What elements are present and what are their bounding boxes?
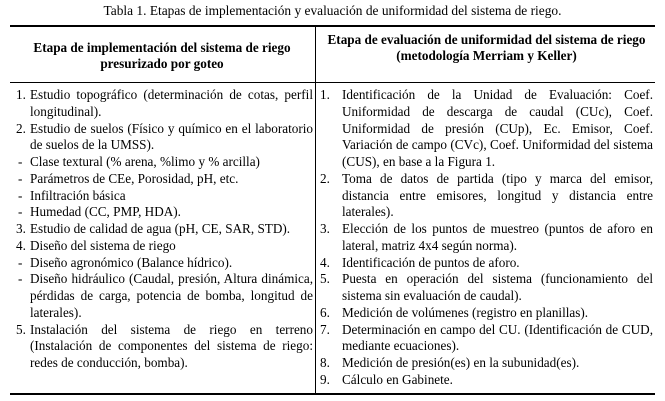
evaluation-column (320, 87, 653, 389)
subitem-text: Parámetros de CEe, Porosidad, pH, etc. (30, 170, 239, 186)
subitem-dash: - (18, 154, 26, 169)
evaluation-item (320, 255, 653, 272)
subitem-dash: - (18, 271, 26, 287)
stages-table (10, 25, 655, 395)
item-text: Determinación en campo del CU. (Identificación de CUD, mediante ecuaciones). (342, 321, 653, 354)
evaluation-item (320, 305, 653, 322)
subitem-text: Infiltración básica (30, 187, 126, 203)
evaluation-item (320, 271, 653, 305)
evaluation-item (320, 171, 653, 221)
item-number: 5. (320, 271, 330, 287)
item-number: 1. (320, 87, 330, 102)
item-text: Cálculo en Gabinete. (342, 371, 453, 387)
header-evaluation: Etapa de evaluación de uniformidad del sistema de riego (metodología Merriam y Keller) (327, 32, 646, 63)
implementation-column (16, 87, 313, 372)
evaluation-item (320, 322, 653, 356)
subitem-dash: - (18, 254, 26, 270)
header-divider (10, 82, 655, 83)
item-text: Estudio de calidad de agua (pH, CE, SAR, STD). (30, 221, 291, 236)
header-implementation: Etapa de implementación del sistema de riego presurizado por goteo (33, 40, 291, 71)
implementation-subitem (16, 154, 313, 171)
item-text: Identificación de la Unidad de Evaluación: Coef. Uniformidad de descarga de caudal (CUc), Coef. Uniformidad de presión (CUp), Ec. Emisor, Coef. Variación de campo (CVc), Coef. Uniformidad del sistema (CUS), en base a la Figura 1. (342, 87, 653, 169)
table-caption: Tabla 1. Etapas de implementación y evaluación de uniformidad del sistema de riego. (103, 3, 562, 18)
subitem-dash: - (18, 204, 26, 220)
implementation-item (16, 121, 313, 155)
item-text: Toma de datos de partida (tipo y marca del emisor, distancia entre emisores, longitud y distancia entre laterales). (342, 170, 653, 220)
item-number: 2. (320, 170, 330, 186)
implementation-subitem (16, 204, 313, 221)
item-text: Instalación del sistema de riego en terreno (Instalación de componentes del sistema de riego: redes de conducción, bomba). (30, 321, 313, 370)
evaluation-item (320, 355, 653, 372)
item-number: 3. (320, 221, 330, 236)
implementation-item (16, 322, 313, 372)
item-number: 7. (320, 321, 330, 337)
item-text: Identificación de puntos de aforo. (342, 254, 520, 270)
subitem-text: Clase textural (% arena, %limo y % arcilla) (30, 154, 260, 169)
implementation-subitem (16, 255, 313, 272)
implementation-subitem (16, 188, 313, 205)
item-number: 1. (16, 87, 26, 102)
subitem-text: Humedad (CC, PMP, HDA). (30, 204, 181, 220)
item-text: Medición de volúmenes (registro en planillas). (342, 304, 589, 320)
evaluation-item (320, 372, 653, 389)
item-text: Elección de los puntos de muestreo (puntos de aforo en lateral, matriz 4x4 según norma). (342, 221, 653, 253)
implementation-subitem (16, 171, 313, 188)
item-number: 2. (16, 120, 26, 136)
implementation-item (16, 238, 313, 255)
item-number: 9. (320, 371, 330, 387)
evaluation-item (320, 221, 653, 255)
item-number: 6. (320, 304, 330, 320)
subitem-dash: - (18, 170, 26, 186)
item-number: 8. (320, 355, 330, 370)
item-number: 5. (16, 321, 26, 337)
subitem-dash: - (18, 187, 26, 203)
item-text: Estudio topográfico (determinación de cotas, perfil longitudinal). (30, 87, 313, 119)
item-text: Estudio de suelos (Físico y químico en el laboratorio de suelos de la UMSS). (30, 120, 313, 153)
subitem-text: Diseño hidráulico (Caudal, presión, Altura dinámica, pérdidas de carga, potencia de bomba, longitud de laterales). (30, 271, 313, 320)
implementation-item (16, 221, 313, 238)
implementation-subitem (16, 271, 313, 321)
item-text: Medición de presión(es) en la subunidad(es). (342, 355, 580, 370)
item-number: 3. (16, 221, 26, 236)
item-text: Puesta en operación del sistema (funcionamiento del sistema sin evaluación de caudal). (342, 271, 653, 303)
item-number: 4. (320, 254, 330, 270)
subitem-text: Diseño agronómico (Balance hídrico). (30, 254, 233, 270)
implementation-item (16, 87, 313, 121)
evaluation-item (320, 87, 653, 171)
item-text: Diseño del sistema de riego (30, 237, 176, 253)
item-number: 4. (16, 237, 26, 253)
